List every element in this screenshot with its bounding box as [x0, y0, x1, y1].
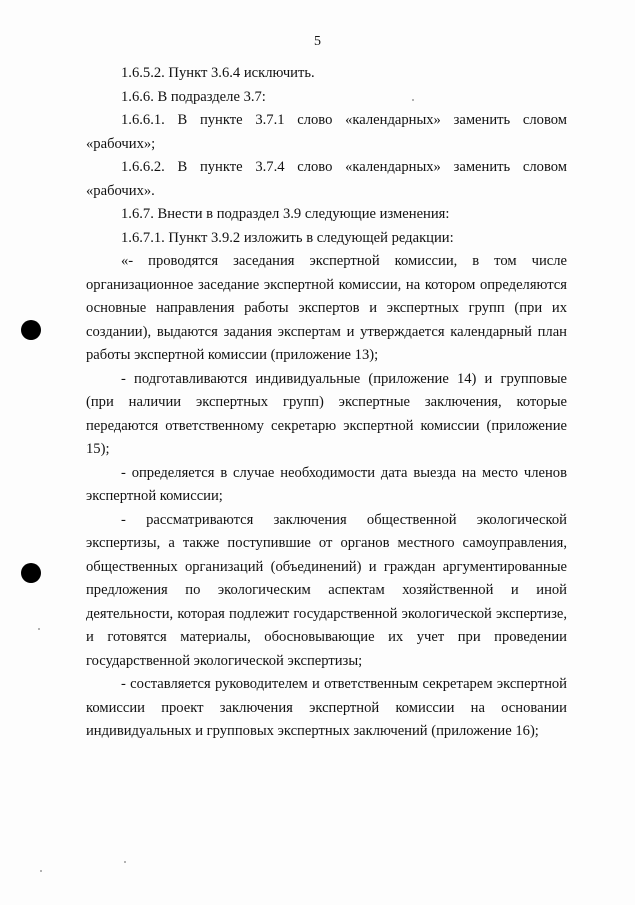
paragraph-1-6-7-1: 1.6.7.1. Пункт 3.9.2 изложить в следующей редакции:	[121, 229, 454, 246]
punch-hole-bottom	[21, 563, 41, 583]
scan-speck	[38, 628, 40, 630]
scan-speck	[124, 861, 126, 863]
list-item-draft-conclusion: - составляется руководителем и ответственным секретарем экспертной комиссии проект заключения экспертной комиссии на основании индивидуальных и групповых экспертных заключений (приложение 16);	[86, 676, 567, 739]
document-body	[86, 62, 567, 744]
paragraph-1-6-6-1: 1.6.6.1. В пункте 3.7.1 слово «календарных» заменить словом «рабочих»;	[86, 112, 567, 152]
list-item-public-review: - рассматриваются заключения общественной экологической экспертизы, а также поступившие от органов местного самоуправления, общественных организаций (объединений) и граждан аргументированные предложения по экологическим аспектам хозяйственной и иной деятельности, которая подлежит государственной экологической экспертизе, и готовятся материалы, обосновывающие их учет при проведении государственной экологической экспертизы;	[86, 511, 567, 669]
page-number: 5	[314, 34, 321, 49]
paragraph-1-6-6: 1.6.6. В подразделе 3.7:	[121, 88, 266, 105]
paragraph-1-6-6-2: 1.6.6.2. В пункте 3.7.4 слово «календарных» заменить словом «рабочих».	[86, 159, 567, 199]
paragraph-1-6-7: 1.6.7. Внести в подраздел 3.9 следующие изменения:	[121, 206, 450, 222]
punch-hole-top	[21, 320, 41, 340]
list-item-site-visit: - определяется в случае необходимости дата выезда на место членов экспертной комиссии;	[86, 464, 567, 504]
list-item-conclusions: - подготавливаются индивидуальные (приложение 14) и групповые (при наличии экспертных групп) экспертные заключения, которые передаются ответственному секретарю экспертной комиссии (приложение 15);	[86, 370, 567, 457]
list-item-meetings: «- проводятся заседания экспертной комиссии, в том числе организационное заседание экспертной комиссии, на котором определяются основные направления работы экспертов и экспертных групп (при их создании), выдаются задания экспертам и утверждается календарный план работы экспертной комиссии (приложение 13);	[86, 253, 567, 363]
scan-speck	[40, 870, 42, 872]
paragraph-1-6-5-2: 1.6.5.2. Пункт 3.6.4 исключить.	[121, 65, 315, 81]
